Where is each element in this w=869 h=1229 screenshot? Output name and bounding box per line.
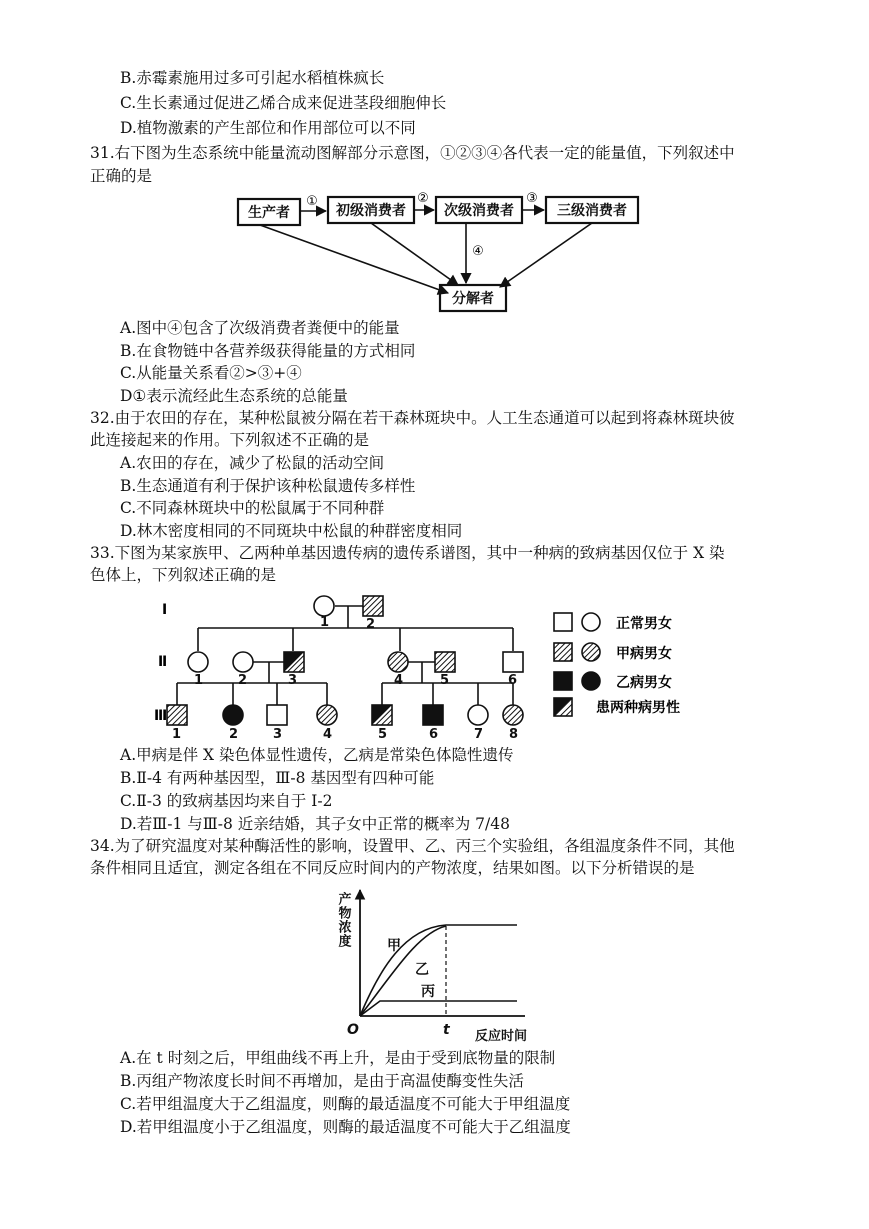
series-label-yi: 乙 (415, 962, 429, 978)
node-primary-consumer (328, 197, 414, 223)
q32-option-b: B.生态通道有利于保护该种松鼠遗传多样性 (120, 477, 416, 495)
node-decomposer (440, 285, 506, 311)
num-i-2: 2 (366, 617, 376, 632)
q32-option-a: A.农田的存在，减少了松鼠的活动空间 (120, 454, 385, 472)
generation-label-2: Ⅱ (158, 654, 168, 670)
svg-text:患两种病男性: 患两种病男性 (596, 700, 680, 716)
svg-text:正常男女: 正常男女 (616, 616, 672, 632)
num-ii-2: 2 (238, 673, 248, 688)
q31-option-c: C.从能量关系看②>③+④ (120, 364, 302, 382)
q34-option-d: D.若甲组温度小于乙组温度，则酶的最适温度不可能大于乙组温度 (120, 1118, 571, 1136)
q32-stem-2: 此连接起来的作用。下列叙述不正确的是 (90, 431, 370, 449)
num-iii-8: 8 (509, 727, 519, 738)
person-ii-2 (233, 652, 253, 672)
num-ii-5: 5 (440, 673, 450, 688)
generation-label-1: Ⅰ (162, 602, 168, 618)
q31-option-b: B.在食物链中各营养级获得能量的方式相同 (120, 342, 416, 360)
flow-label-4: ④ (472, 244, 484, 259)
svg-text:生产者: 生产者 (248, 205, 290, 221)
q34-option-a: A.在 t 时刻之后，甲组曲线不再上升，是由于受到底物量的限制 (120, 1049, 556, 1067)
num-ii-6: 6 (508, 673, 518, 688)
series-yi (360, 926, 446, 1016)
q33-option-c: C.Ⅱ-3 的致病基因均来自于 I-2 (120, 792, 333, 810)
node-tertiary-consumer (546, 197, 638, 223)
svg-text:三级消费者: 三级消费者 (557, 203, 627, 219)
q34-option-c: C.若甲组温度大于乙组温度，则酶的最适温度不可能大于甲组温度 (120, 1095, 571, 1113)
person-iii-3 (267, 705, 287, 725)
person-ii-3 (284, 652, 304, 672)
flow-label-2: ② (417, 191, 429, 206)
option-d-top: D.植物激素的产生部位和作用部位可以不同 (120, 119, 416, 137)
num-iii-2: 2 (229, 727, 239, 738)
num-iii-1: 1 (172, 727, 182, 738)
option-b-top: B.赤霉素施用过多可引起水稻植株疯长 (120, 69, 385, 87)
person-iii-1 (167, 705, 187, 725)
num-iii-3: 3 (273, 727, 283, 738)
series-jia (360, 925, 517, 1016)
q33-stem-1: 33.下图为某家族甲、乙两种单基因遗传病的遗传系谱图，其中一种病的致病基因仅位于 X 染 (90, 544, 725, 562)
series-label-jia: 甲 (387, 938, 401, 954)
q32-option-d: D.林木密度相同的不同斑块中松鼠的种群密度相同 (120, 522, 463, 540)
person-iii-6 (423, 705, 443, 725)
num-iii-4: 4 (323, 727, 333, 738)
num-ii-4: 4 (394, 673, 404, 688)
person-iii-2 (223, 705, 243, 725)
t-label: t (443, 1022, 450, 1038)
pedigree-chart (150, 588, 750, 738)
y-axis-label: 产物浓度 (335, 892, 351, 948)
q33-option-d: D.若Ⅲ-1 与Ⅲ-8 近亲结婚，其子女中正常的概率为 7/48 (120, 815, 510, 833)
x-axis-label: 反应时间 (475, 1029, 528, 1044)
q34-stem-2: 条件相同且适宜，测定各组在不同反应时间内的产物浓度，结果如图。以下分析错误的是 (90, 859, 695, 877)
num-iii-6: 6 (429, 727, 439, 738)
person-iii-7 (468, 705, 488, 725)
q31-option-a: A.图中④包含了次级消费者粪便中的能量 (120, 319, 400, 337)
person-i-1 (314, 596, 334, 616)
svg-text:分解者: 分解者 (452, 291, 494, 307)
q31-stem-1: 31.右下图为生态系统中能量流动图解部分示意图，①②③④各代表一定的能量值，下列叙述中 (90, 144, 735, 162)
num-ii-3: 3 (288, 673, 298, 688)
q31-stem-2: 正确的是 (90, 167, 153, 185)
person-ii-4 (388, 652, 408, 672)
person-iii-8 (503, 705, 523, 725)
num-i-1: 1 (320, 615, 330, 630)
num-ii-1: 1 (194, 673, 204, 688)
num-iii-5: 5 (378, 727, 388, 738)
node-secondary-consumer (436, 197, 522, 223)
q33-option-b: B.Ⅱ-4 有两种基因型，Ⅲ-8 基因型有四种可能 (120, 769, 435, 787)
svg-text:次级消费者: 次级消费者 (444, 203, 514, 219)
num-iii-7: 7 (474, 727, 484, 738)
person-iii-5 (372, 705, 392, 725)
q34-option-b: B.丙组产物浓度长时间不再增加，是由于高温使酶变性失活 (120, 1072, 524, 1090)
flow-label-3: ③ (526, 191, 538, 206)
enzyme-chart (325, 888, 555, 1046)
person-ii-1 (188, 652, 208, 672)
energy-flow-diagram (220, 185, 660, 315)
q31-option-d: D①表示流经此生态系统的总能量 (120, 387, 348, 405)
svg-text:甲病男女: 甲病男女 (616, 646, 672, 662)
person-i-2 (363, 596, 383, 616)
series-label-bing: 丙 (421, 984, 435, 1000)
q33-stem-2: 色体上，下列叙述正确的是 (90, 566, 277, 584)
person-iii-4 (317, 705, 337, 725)
option-c-top: C.生长素通过促进乙烯合成来促进茎段细胞伸长 (120, 94, 447, 112)
flow-label-1: ① (306, 194, 318, 209)
person-ii-5 (435, 652, 455, 672)
q33-option-a: A.甲病是伴 X 染色体显性遗传，乙病是常染色体隐性遗传 (120, 746, 514, 764)
q32-stem-1: 32.由于农田的存在，某种松鼠被分隔在若干森林斑块中。人工生态通道可以起到将森林斑块彼 (90, 409, 735, 427)
svg-text:初级消费者: 初级消费者 (336, 203, 406, 219)
origin-label: O (347, 1022, 359, 1038)
series-bing (360, 1001, 517, 1016)
q32-option-c: C.不同森林斑块中的松鼠属于不同种群 (120, 499, 385, 517)
svg-text:乙病男女: 乙病男女 (616, 675, 672, 691)
pedigree-legend (554, 613, 680, 716)
node-producer (238, 199, 300, 225)
generation-label-3: Ⅲ (154, 708, 168, 724)
person-ii-6 (503, 652, 523, 672)
q34-stem-1: 34.为了研究温度对某种酶活性的影响，设置甲、乙、丙三个实验组，各组温度条件不同，其他 (90, 837, 735, 855)
